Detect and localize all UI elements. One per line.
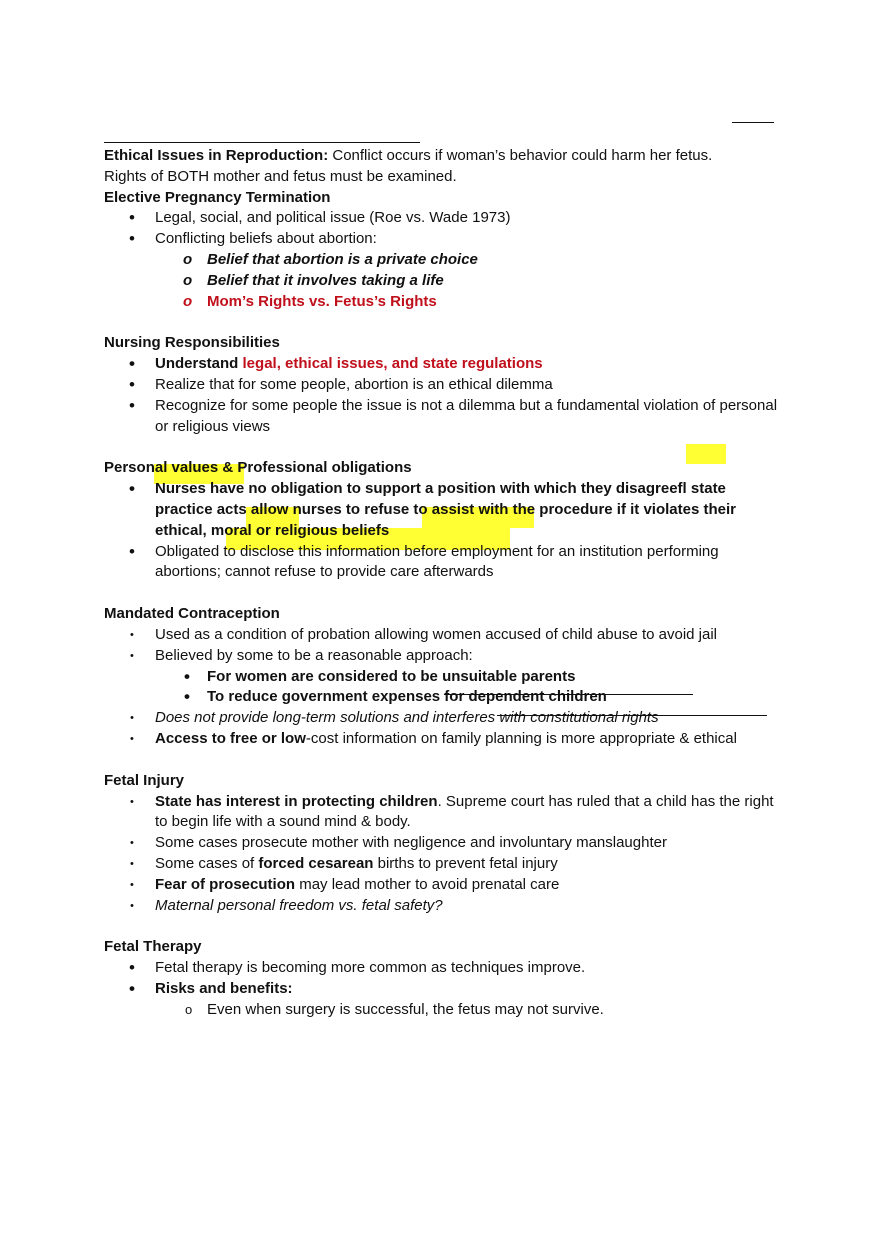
list-item xyxy=(104,792,784,834)
list-item: • Legal, social, and political issue (Roe vs. Wade 1973) xyxy=(104,208,784,229)
list-item: • Believed by some to be a reasonable approach: xyxy=(104,646,784,667)
list-item: o Even when surgery is successful, the fetus may not survive. xyxy=(104,1000,784,1021)
list-item: • Used as a condition of probation allowing women accused of child abuse to avoid jail xyxy=(104,625,784,646)
list-item: • Nurses have no obligation to support a position with which they disagreefl state practice acts allow nurses to refuse to assist with the procedure if it violates their ethical, moral or religious beliefs xyxy=(104,479,784,541)
cost-info-text: -cost information on family planning is more appropriate & ethical xyxy=(305,729,737,747)
section-title-fetal-therapy: Fetal Therapy xyxy=(104,938,202,956)
list-item: • Some cases prosecute mother with negligence and involuntary manslaughter xyxy=(104,833,784,854)
personal-values-list xyxy=(104,479,784,583)
fetal-therapy-list xyxy=(104,958,784,1020)
list-item xyxy=(104,354,784,375)
section-title-ethical-issues: Ethical Issues in Reproduction: xyxy=(104,147,329,164)
intro-paragraph xyxy=(104,146,784,167)
list-item xyxy=(104,687,784,708)
document-body xyxy=(104,146,784,1020)
access-text: Access to free or low xyxy=(155,729,306,747)
understand-text: Understand xyxy=(155,355,243,373)
list-item: • Risks and benefits: xyxy=(104,979,784,1000)
prenatal-care-text: may lead mother to avoid prenatal care xyxy=(295,875,560,893)
fetal-injury-list xyxy=(104,792,784,917)
list-item xyxy=(104,854,784,875)
top-right-rule xyxy=(732,122,774,123)
list-item: • Obligated to disclose this information before employment for an institution performing abortions; cannot refuse to provide care afterwards xyxy=(104,542,784,584)
list-item: o Belief that it involves taking a life xyxy=(104,271,784,292)
reduce-expenses-text: To reduce government expenses for dep xyxy=(207,688,496,706)
unsuitable-parents-text: unsuitable parents xyxy=(442,667,576,685)
section-title-nursing-responsibilities: Nursing Responsibilities xyxy=(104,334,280,352)
state-interest-text: State has interest in protecting children xyxy=(155,792,438,810)
section-title-mandated-contraception: Mandated Contraception xyxy=(104,605,280,623)
intro-text-2: Rights of BOTH mother and fetus must be examined. xyxy=(104,167,457,185)
some-cases-text: Some cases of xyxy=(155,854,259,872)
section-title-elective-termination: Elective Pregnancy Termination xyxy=(104,188,331,206)
fear-prosecution-text: Fear of prosecution xyxy=(155,875,296,893)
births-text: births to prevent fetal injury xyxy=(373,854,558,872)
legal-issues-text: legal, ethical issues, and state regulations xyxy=(242,355,543,373)
list-item: • Conflicting beliefs about abortion: xyxy=(104,229,784,250)
list-item xyxy=(104,729,784,750)
rights-text: Mom’s Rights vs. Fetus’s Rights xyxy=(207,292,437,310)
list-item: • Fetal therapy is becoming more common as techniques improve. xyxy=(104,958,784,979)
list-item xyxy=(104,292,784,313)
list-item: • Does not provide long-term solutions and interferes with constitutional rights xyxy=(104,708,784,729)
dependent-children-text: endent children xyxy=(495,688,607,706)
top-left-rule xyxy=(104,142,420,143)
list-item xyxy=(104,875,784,896)
list-item: • Realize that for some people, abortion is an ethical dilemma xyxy=(104,375,784,396)
list-item xyxy=(104,667,784,688)
intro-text: Conflict occurs if woman’s behavior could harm her fetus. xyxy=(328,147,713,164)
supreme-court-text: . Supreme court has ruled that a child has the right to begin life with a sound mind & body. xyxy=(155,792,774,831)
list-item: • Maternal personal freedom vs. fetal safety? xyxy=(104,896,784,917)
list-item: o Belief that abortion is a private choice xyxy=(104,250,784,271)
nursing-responsibilities-list xyxy=(104,354,784,437)
section-title-personal-values: Personal values & Professional obligations xyxy=(104,459,412,477)
mandated-contraception-list xyxy=(104,625,784,750)
forced-cesarean-text: forced cesarean xyxy=(258,854,374,872)
women-text: For women are considered to be xyxy=(207,667,443,685)
list-item: • Recognize for some people the issue is not a dilemma but a fundamental violation of personal or religious views xyxy=(104,396,784,438)
elective-termination-list xyxy=(104,208,784,312)
section-title-fetal-injury: Fetal Injury xyxy=(104,771,185,789)
